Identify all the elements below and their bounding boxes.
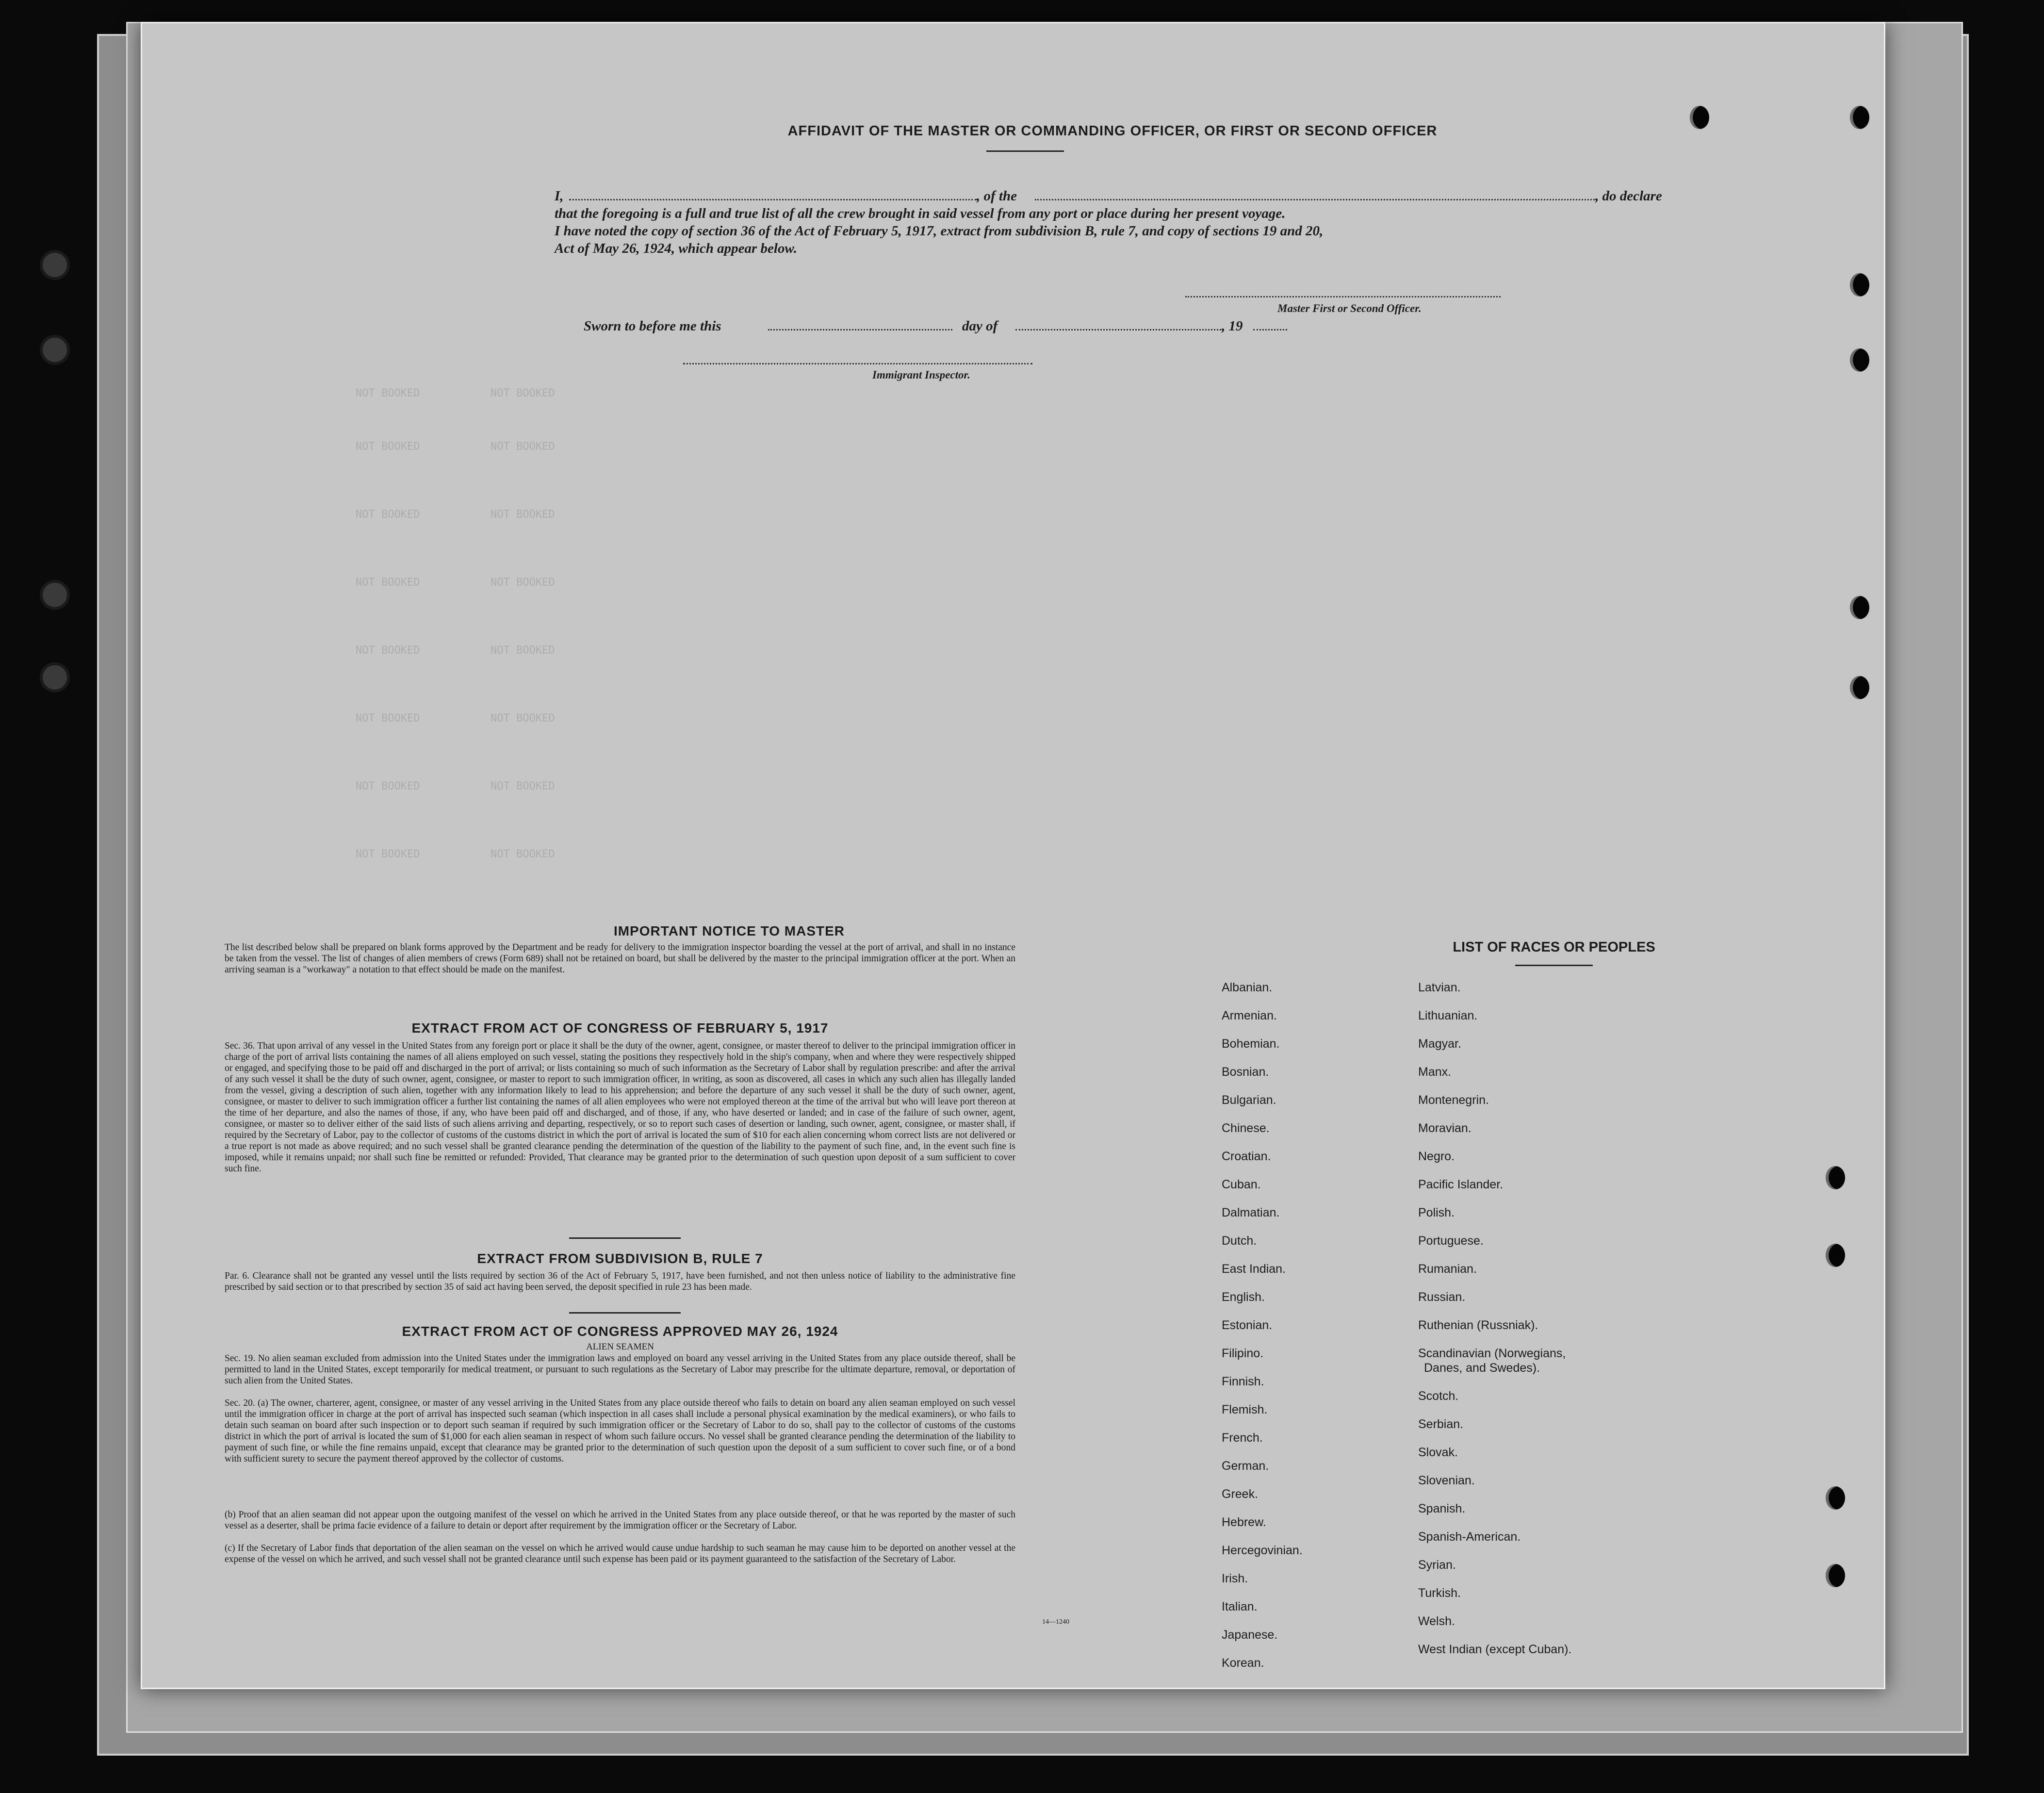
extract-1917-title: EXTRACT FROM ACT OF CONGRESS OF FEBRUARY 5, 1917 xyxy=(411,1020,829,1036)
section-divider xyxy=(569,1237,681,1239)
affidavit-line3: I have noted the copy of section 36 of the Act of February 5, 1917, extract from subdivision B, rule 7, and copy of sections 19 and 20, xyxy=(555,223,1324,239)
declarant-name-field[interactable] xyxy=(569,199,977,200)
punch-hole-icon xyxy=(1850,348,1869,372)
binder-hole-icon xyxy=(40,335,70,365)
race-item: Portuguese. xyxy=(1418,1234,1484,1248)
race-item: Filipino. xyxy=(1222,1347,1264,1360)
race-item: Bulgarian. xyxy=(1222,1093,1276,1107)
race-item: Croatian. xyxy=(1222,1150,1271,1163)
race-item: Irish. xyxy=(1222,1572,1248,1585)
race-item: Spanish. xyxy=(1418,1502,1466,1515)
race-item: Latvian. xyxy=(1418,981,1461,994)
vessel-name-field[interactable] xyxy=(1035,199,1598,200)
race-item: Bosnian. xyxy=(1222,1065,1269,1079)
binder-hole-icon xyxy=(40,250,70,280)
race-item: Rumanian. xyxy=(1418,1262,1477,1276)
race-item: Danes, and Swedes). xyxy=(1424,1361,1540,1375)
sworn-mid: day of xyxy=(962,318,998,334)
race-item: Dutch. xyxy=(1222,1234,1257,1248)
affidavit-line4: Act of May 26, 1924, which appear below. xyxy=(555,241,797,256)
race-item: Russian. xyxy=(1418,1290,1466,1304)
sworn-month-field[interactable] xyxy=(1015,329,1224,330)
affidavit-line1-start: I, xyxy=(555,188,564,204)
races-title: LIST OF RACES OR PEOPLES xyxy=(1453,939,1655,955)
race-item: Italian. xyxy=(1222,1600,1258,1613)
race-item: Moravian. xyxy=(1418,1121,1472,1135)
punch-hole-icon xyxy=(1850,676,1869,699)
notice-title: IMPORTANT NOTICE TO MASTER xyxy=(613,923,845,938)
race-item: Greek. xyxy=(1222,1487,1259,1501)
race-item: German. xyxy=(1222,1459,1269,1473)
race-item: Japanese. xyxy=(1222,1628,1278,1642)
extract-1924-sec19: Sec. 19. No alien seaman excluded from admission into the United States under the immigration laws and employed on board any vessel arriving in the United States from any place outside thereof, shall be permitted to land in the United States, except temporarily for medical treatment, or pursuant to such regulations as the Secretary of Labor may prescribe for the ultimate departure, removal, or deportation of such alien from the United States. xyxy=(225,1353,1015,1386)
affidavit-line2: that the foregoing is a full and true list of all the crew brought in said vessel from any port or place during her present voyage. xyxy=(555,206,1286,221)
notice-body: The list described below shall be prepared on blank forms approved by the Department and be ready for delivery to the immigration inspector boarding the vessel at the port of arrival, and shall in no instance be taken from the vessel. The list of changes of alien members of crews (Form 689) shall not be retained on board, but shall be delivered by the master to the principal immigration officer at the port. When an arriving seaman is a "workaway" a notation to that effect should be made on the manifest. xyxy=(225,942,1015,975)
race-item: Finnish. xyxy=(1222,1375,1264,1388)
sworn-start: Sworn to before me this xyxy=(584,318,721,334)
binder-hole-icon xyxy=(40,580,70,610)
officer-signature-field[interactable] xyxy=(1185,296,1501,297)
punch-hole-icon xyxy=(1850,596,1869,619)
race-item: Hebrew. xyxy=(1222,1515,1266,1529)
races-underline xyxy=(1515,965,1593,966)
section-divider xyxy=(569,1312,681,1314)
punch-hole-icon xyxy=(1850,106,1869,129)
sworn-end: , 19 xyxy=(1222,318,1243,334)
races-right-column xyxy=(1418,980,1571,1670)
race-item: Turkish. xyxy=(1418,1586,1461,1600)
race-item: Pacific Islander. xyxy=(1418,1178,1504,1191)
affidavit-title: AFFIDAVIT OF THE MASTER OR COMMANDING OFFICER, OR FIRST OR SECOND OFFICER xyxy=(787,123,1438,139)
race-item: Korean. xyxy=(1222,1656,1264,1670)
inspector-signature-field[interactable] xyxy=(683,363,1032,364)
race-item: Estonian. xyxy=(1222,1318,1273,1332)
race-item: West Indian (except Cuban). xyxy=(1418,1643,1572,1656)
form-number: 14—1240 xyxy=(1042,1618,1069,1626)
race-item: Dalmatian. xyxy=(1222,1206,1280,1219)
punch-hole-icon xyxy=(1690,106,1709,129)
punch-hole-icon xyxy=(1826,1244,1845,1267)
sworn-year-field[interactable] xyxy=(1253,329,1287,330)
race-item: Spanish-American. xyxy=(1418,1530,1521,1544)
affidavit-line1-mid: , of the xyxy=(977,188,1017,204)
rule7-title: EXTRACT FROM SUBDIVISION B, RULE 7 xyxy=(477,1251,763,1266)
race-item: Armenian. xyxy=(1222,1009,1277,1022)
race-item: Montenegrin. xyxy=(1418,1093,1489,1107)
punch-hole-icon xyxy=(1826,1564,1845,1587)
race-item: Slovenian. xyxy=(1418,1474,1475,1487)
inspector-caption: Immigrant Inspector. xyxy=(872,369,970,381)
race-item: Bohemian. xyxy=(1222,1037,1280,1051)
officer-caption: Master First or Second Officer. xyxy=(1277,302,1422,314)
extract-1924-title: EXTRACT FROM ACT OF CONGRESS APPROVED MAY 26, 1924 xyxy=(402,1324,838,1339)
extract-1924-sec20c: (c) If the Secretary of Labor finds that deportation of the alien seaman on the vessel on which he arrived would cause undue hardship to such seaman he may cause him to be deported on another vessel at the expense of the vessel on which he arrived, and such vessel shall not be granted clearance until such expense has been paid or its payment guaranteed to the satisfaction of the Secretary of Labor. xyxy=(225,1543,1015,1564)
race-item: French. xyxy=(1222,1431,1263,1445)
race-item: Albanian. xyxy=(1222,981,1273,994)
extract-1924-sec20b: (b) Proof that an alien seaman did not appear upon the outgoing manifest of the vessel on which he arrived in the United States from any place outside thereof, or that he was reported by the master of such vessel as a deserter, shall be prima facie evidence of a failure to detain or deport after requirement by the immigration officer or the Secretary of Labor. xyxy=(225,1510,1015,1531)
sworn-day-field[interactable] xyxy=(768,329,952,330)
race-item: Negro. xyxy=(1418,1150,1455,1163)
extract-1924-sec20a: Sec. 20. (a) The owner, charterer, agent, consignee, or master of any vessel arriving in the United States from any place outside thereof who fails to detain on board any alien seaman employed on such vessel until the immigration officer in charge at the port of arrival has inspected such seaman (which inspection in all cases shall include a personal physical examination by the medical examiners), or who fails to detain such seaman on board after such inspection or to deport such seaman if required by such immigration officer or the Secretary of Labor to do so, shall pay to the collector of customs of the customs district in which the port of arrival is located the sum of $1,000 for each alien seaman in respect of whom such failure occurs. No vessel shall be granted clearance pending the determination of the liability to payment of such fine, or while the fine remains unpaid, except that clearance may be granted prior to the determination of such question upon the deposit of a sum sufficient to cover such fine, or of a bond with sufficient surety to secure the payment thereof approved by the collector of customs. xyxy=(225,1398,1015,1464)
race-item: Scandinavian (Norwegians, xyxy=(1418,1347,1566,1360)
punch-hole-icon xyxy=(1826,1166,1845,1189)
extract-1917-body: Sec. 36. That upon arrival of any vessel in the United States from any foreign port or place it shall be the duty of the owner, agent, consignee, or master thereof to deliver to the principal immigration officer in charge of the port of arrival lists containing the names of all aliens employed on such vessel, stating the positions they respectively hold in the ship's company, when and where they were respectively shipped or engaged, and specifying those to be paid off and discharged in the port of arrival; or lists containing so much of such information as the Secretary of Labor shall by regulation prescribe: and after the arrival of any such vessel it shall be the duty of such owner, agent, consignee, or master to report to such immigration officer, in writing, as soon as discovered, all cases in which any such alien has illegally landed from the vessel, giving a description of such alien, together with any information likely to lead to his apprehension; and before the departure of any such vessel it shall be the duty of such owner, agent, consignee, or master to deliver to such immigration officer a further list containing the names of all alien employees who were not employed thereon at the time of the arrival but who will leave port thereon at the time of her departure, and also the names of those, if any, who have been paid off and discharged, and of those, if any, who have deserted or landed; and in case of the failure of such owner, agent, consignee, or master so to deliver either of the said lists of such aliens arriving and departing, respectively, or so to report such cases of desertion or landing, such owner, agent, consignee, or master shall, if required by the Secretary of Labor, pay to the collector of customs of the customs district in which the port of arrival is located the sum of $10 for each alien concerning whom correct lists are not delivered or a true report is not made as above required; and no such vessel shall be granted clearance pending the determination of the question of the liability to the payment of such fine, and, in the event such fine is imposed, while it remains unpaid; nor shall such fine be remitted or refunded: Provided, That clearance may be granted prior to the determination of such question upon deposit of a sum sufficient to cover such fine. xyxy=(225,1041,1015,1174)
race-item: Manx. xyxy=(1418,1065,1452,1079)
race-item: Chinese. xyxy=(1222,1121,1270,1135)
race-item: Lithuanian. xyxy=(1418,1009,1478,1022)
punch-hole-icon xyxy=(1826,1486,1845,1510)
race-item: Serbian. xyxy=(1418,1417,1464,1431)
affidavit-line1-end: , do declare xyxy=(1595,188,1662,204)
extract-1924-subtitle: ALIEN SEAMEN xyxy=(586,1342,654,1352)
race-item: Ruthenian (Russniak). xyxy=(1418,1318,1538,1332)
race-item: Hercegovinian. xyxy=(1222,1544,1303,1557)
race-item: Polish. xyxy=(1418,1206,1455,1219)
race-item: Magyar. xyxy=(1418,1037,1461,1051)
race-item: Scotch. xyxy=(1418,1389,1459,1403)
manifest-page: NOT BOOKED NOT BOOKED NOT BOOKED NOT BOOKED NOT BOOKED NOT BOOKED NOT BOOKED NOT BOOKED NOT BOOKED NOT BOOKED NOT BOOKED NOT BOOKED NOT BOOKED NOT BOOKED NOT BOOKED NOT BOOKED AFFIDAVIT OF THE MASTER OR COMMANDING OFFICER, OR FIRST OR SECOND OFFICER I, , of the , do declare that the foregoing is a full and true list of all the crew brought in said vessel from any port or place during her present voyage. I have noted the copy of section 36 of the Act of February 5, 1917, extract from subdivision B, rule 7, and copy of sections 19 and 20, Act of May 26, 1924, which appear below. Master First or Second Officer. Sworn to before me this day of , 19 Immigrant Inspector. IMPORTANT NOTICE TO MASTER The list described below shall be prepared on blank forms approved by the Department and be ready for delivery to the immigration inspector boarding the vessel at the port of arrival, and shall in no instance be taken from the vessel. The list of changes of alien members of crews (Form 689) shall not be retained on board, but shall be delivered by the master to the principal immigration officer at the port. When an arriving seaman is a "workaway" a notation to that effect should be made on the manifest. EXTRACT FROM ACT OF CONGRESS OF FEBRUARY 5, 1917 Sec. 36. That upon arrival of any vessel in the United States from any foreign port or place it shall be the duty of the owner, agent, consignee, or master thereof to deliver to the principal immigration officer in charge of the port of arrival lists containing the names of all aliens employed on such vessel, stating the positions they respectively hold in the ship's company, when and where they were respectively shipped or engaged, and specifying those to be paid off and discharged in the port of arrival; or lists containing so much of such information as the Secretary of Labor shall by regulation prescribe: and after the arrival of any such vessel it shall be the duty of such owner, agent, consignee, or master to report to such immigration officer, in writing, as soon as discovered, all cases in which any such alien has illegally landed from the vessel, giving a description of such alien, together with any information likely to lead to his apprehension; and before the departure of any such vessel it shall be the duty of such owner, agent, consignee, or master to deliver to such immigration officer a further list containing the names of all alien employees who were not employed thereon at the time of the arrival but who will leave port thereon at the time of her departure, and also the names of those, if any, who have been paid off and discharged, and of those, if any, who have deserted or landed; and in case of the failure of such owner, agent, consignee, or master so to deliver either of the said lists of such aliens arriving and departing, respectively, or so to report such cases of desertion or landing, such owner, agent, consignee, or master shall, if required by the Secretary of Labor, pay to the collector of customs of the customs district in which the port of arrival is located the sum of $10 for each alien concerning whom correct lists are not delivered or a true report is not made as above required; and no such vessel shall be granted clearance pending the determination of the question of the liability to the payment of such fine, and, in the event such fine is imposed, while it remains unpaid; nor shall such fine be remitted or refunded: Provided, That clearance may be granted prior to the determination of such question upon deposit of a sum sufficient to cover such fine. EXTRACT FROM SUBDIVISION B, RULE 7 Par. 6. Clearance shall not be granted any vessel until the lists required by section 36 of the Act of February 5, 1917, have been furnished, and not then unless notice of liability to the administrative fine prescribed by said section or to that prescribed by section 35 of said act having been served, the deposit specified in rule 23 has been made. EXTRACT FROM ACT OF CONGRESS APPROVED MAY 26, 1924 ALIEN SEAMEN Sec. 19. No alien seaman excluded from admission into the United States under the immigration laws and employed on board any vessel arriving in the United States from any place outside thereof, shall be permitted to land in the United States, except temporarily for medical treatment, or pursuant to such regulations as the Secretary of Labor may prescribe for the ultimate departure, removal, or deportation of such alien from the United States. Sec. 20. (a) The owner, charterer, agent, consignee, or master of any vessel arriving in the United States from any place outside thereof who fails to detain on board any alien seaman employed on such vessel until the immigration officer in charge at the port of arrival has inspected such seaman (which inspection in all cases shall include a personal physical examination by the medical examiners), or who fails to detain such seaman on board after such inspection or to deport such seaman if required by such immigration officer or the Secretary of Labor to do so, shall pay to the collector of customs of the customs district in which the port of arrival is located the sum of $1,000 for each alien seaman in respect of whom such failure occurs. No vessel shall be granted clearance pending the determination of the liability to payment of such fine, or while the fine remains unpaid, except that clearance may be granted prior to the determination of such question upon the deposit of a sum sufficient to cover such fine, or of a bond with sufficient surety to secure the payment thereof approved by the collector of customs. (b) Proof that an alien seaman did not appear upon the outgoing manifest of the vessel on which he arrived in the United States from any place outside thereof, or that he was reported by the master of such vessel as a deserter, shall be prima facie evidence of a failure to detain or deport after requirement by the immigration officer or the Secretary of Labor. (c) If the Secretary of Labor finds that deportation of the alien seaman on the vessel on which he arrived would cause undue hardship to such seaman he may cause him to be deported on another vessel at the expense of the vessel on which he arrived, and such vessel shall not be granted clearance until such expense has been paid or its payment guaranteed to the satisfaction of the Secretary of Labor. 14—1240 LIST OF RACES OR PEOPLES Albanian. Armenian. Bohemian. Bosnian. Bulgarian. Chinese. Croatian. Cuban. Dalmatian. Dutch. East Indian. English. Estonian. Filipino. Finnish. Flemish. French. German. Greek. Hebrew. Hercegovinian. Irish. Italian. Japanese. Korean. Latvian. Lithuanian. Magyar. Manx. Montenegrin. Moravian. Negro. Pacific Islander. Polish. Portuguese. Rumanian. Russian. Ruthenian (Russniak). Scandinavian (Norwegians, Danes, and Swedes). Scotch. Serbian. Slovak. Slovenian. Spanish. Spanish-American. Syrian. Turkish. Welsh. West Indian (except Cuban). xyxy=(141,22,1885,1689)
race-item: Slovak. xyxy=(1418,1446,1458,1459)
punch-hole-icon xyxy=(1850,273,1869,296)
rule7-body: Par. 6. Clearance shall not be granted any vessel until the lists required by section 36 of the Act of February 5, 1917, have been furnished, and not then unless notice of liability to the administrative fine prescribed by said section or to that prescribed by section 35 of said act having been served, the deposit specified in rule 23 has been made. xyxy=(225,1271,1015,1292)
race-item: English. xyxy=(1222,1290,1265,1304)
race-item: East Indian. xyxy=(1222,1262,1286,1276)
races-left-column xyxy=(1222,980,1303,1684)
race-item: Cuban. xyxy=(1222,1178,1261,1191)
binder-hole-icon xyxy=(40,662,70,692)
title-underline xyxy=(986,150,1064,152)
race-item: Flemish. xyxy=(1222,1403,1268,1416)
race-item: Welsh. xyxy=(1418,1614,1455,1628)
race-item: Syrian. xyxy=(1418,1558,1456,1572)
